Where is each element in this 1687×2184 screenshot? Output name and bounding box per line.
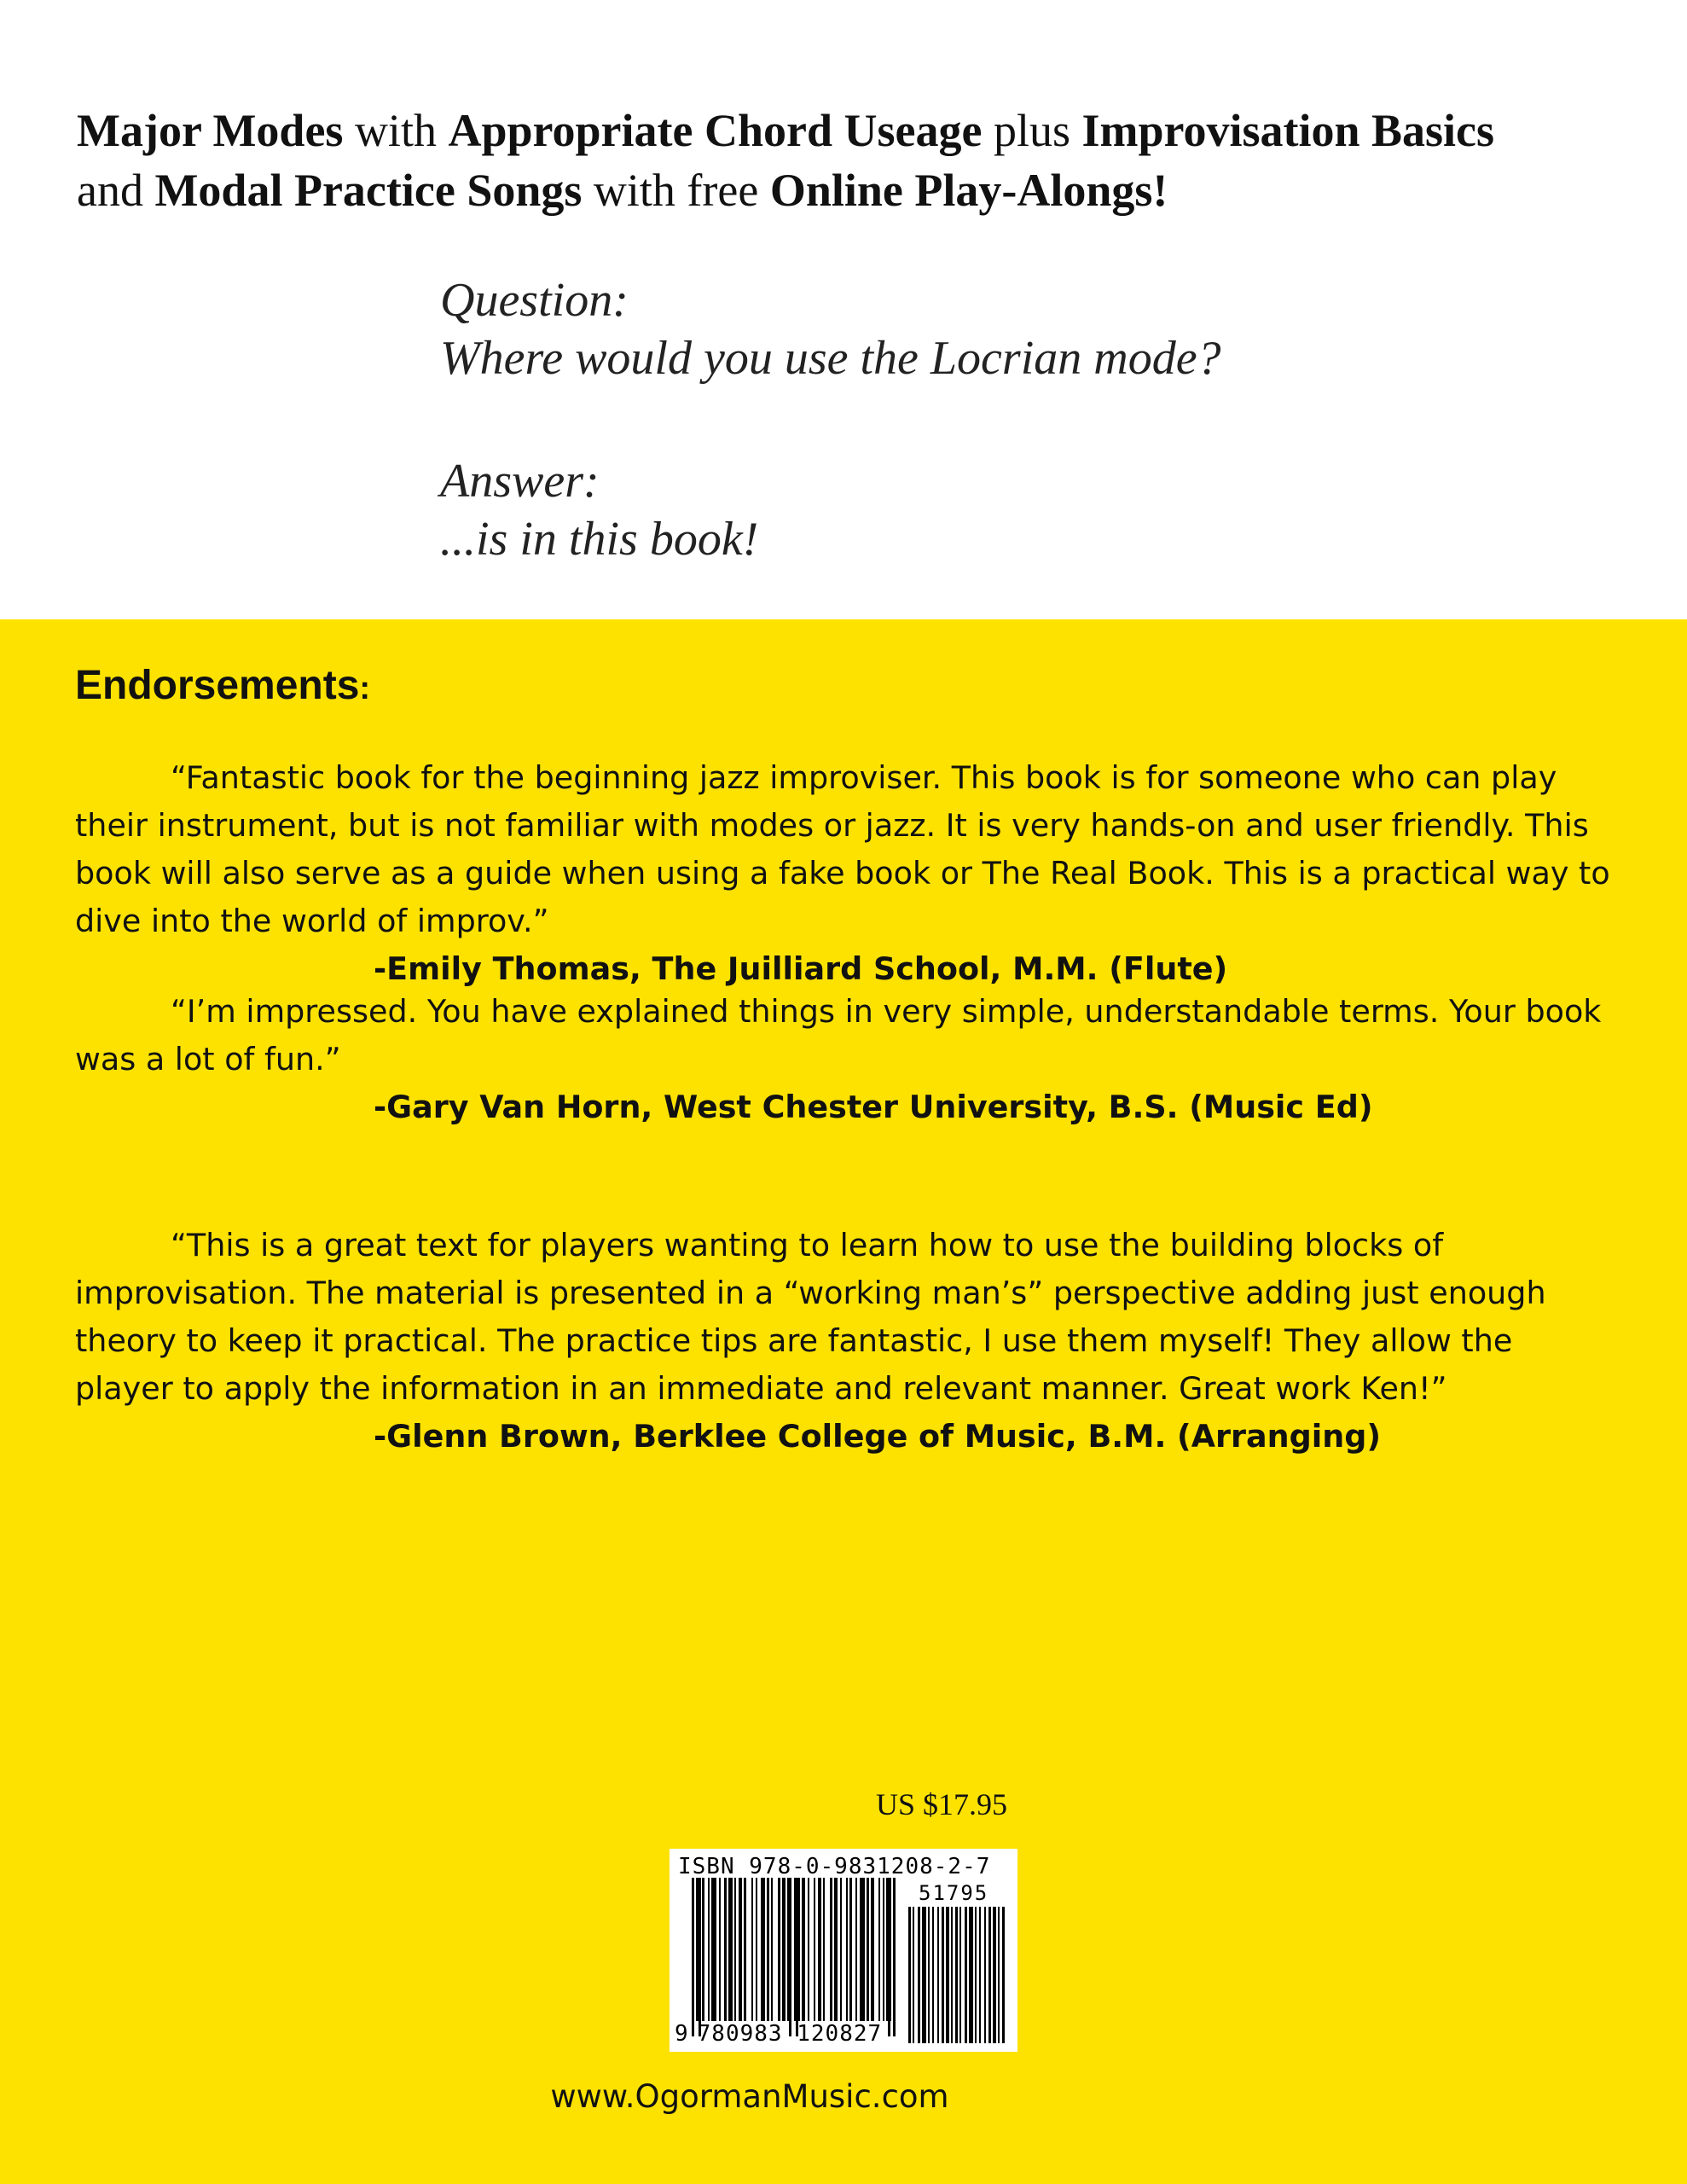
addon-bar xyxy=(946,1907,949,2043)
intro-segment: Improvisation Basics xyxy=(1081,105,1495,156)
barcode-guard-bar xyxy=(692,1878,694,2036)
barcode-bar xyxy=(751,1878,753,2021)
intro-blurb xyxy=(77,101,1629,220)
barcode-bar xyxy=(883,1878,884,2021)
addon-bar xyxy=(913,1907,914,2043)
barcode-bar xyxy=(767,1878,769,2021)
barcode-bar xyxy=(860,1878,865,2021)
addon-bar xyxy=(965,1907,967,2043)
addon-bar xyxy=(1002,1907,1005,2043)
addon-bar xyxy=(993,1907,996,2043)
addon-bar xyxy=(937,1907,939,2043)
intro-segment: Modal Practice Songs xyxy=(154,165,583,216)
barcode-bar xyxy=(798,1878,800,2021)
endorsement-quote-3 xyxy=(75,1222,1610,1461)
quote-text: “This is a great text for players wanting to learn how to use the building blocks of improvisation. The material is presented in a “working man’s” perspective adding just enough theory to keep it practical. The practice tips are fantastic, I use them myself! They allow the player to apply the information in an immediate and relevant manner. Great work Ken!” xyxy=(75,1227,1546,1407)
barcode-bar xyxy=(761,1878,765,2021)
quote-author: -Glenn Brown, Berklee College of Music, B.M. (Arranging) xyxy=(374,1418,1382,1455)
barcode-guard-bar xyxy=(893,1878,896,2036)
intro-section xyxy=(0,0,1687,619)
barcode-bar xyxy=(867,1878,869,2021)
barcode-bar xyxy=(840,1878,842,2021)
intro-line-1 xyxy=(77,101,1629,160)
ean-first-digit: 9 xyxy=(675,2021,689,2047)
barcode-guard-bar xyxy=(789,1878,791,2036)
barcode-bar xyxy=(830,1878,832,2021)
addon-bar xyxy=(959,1907,961,2043)
intro-segment: with xyxy=(343,105,449,156)
isbn-barcode xyxy=(670,1849,1017,2052)
endorsement-quote-1 xyxy=(75,754,1610,993)
barcode-bar xyxy=(719,1878,721,2021)
barcode-bar xyxy=(702,1878,704,2021)
quote-author: -Gary Van Horn, West Chester University, B.S. (Music Ed) xyxy=(374,1089,1373,1125)
addon-bar xyxy=(908,1907,911,2043)
addon-bar xyxy=(922,1907,926,2043)
website-url xyxy=(0,2078,1687,2115)
barcode-bar xyxy=(814,1878,815,2021)
ean-digits xyxy=(675,2021,882,2047)
endorsements-colon: : xyxy=(359,671,371,706)
addon-bar xyxy=(918,1907,920,2043)
quote-text: “I’m impressed. You have explained things in very simple, understandable terms. Your book was a lot of fun.” xyxy=(75,993,1602,1077)
addon-bar xyxy=(979,1907,981,2043)
addon-bar xyxy=(928,1907,930,2043)
barcode-guard-bar xyxy=(699,1878,701,2036)
barcode-bar xyxy=(802,1878,805,2021)
barcode-bar xyxy=(708,1878,710,2021)
barcode-bar xyxy=(871,1878,874,2021)
endorsements-section xyxy=(0,619,1687,2184)
barcode-bar xyxy=(846,1878,848,2021)
question-answer xyxy=(440,271,1549,568)
intro-segment: Major Modes xyxy=(77,105,344,156)
quote-text: “Fantastic book for the beginning jazz improviser. This book is for someone who can play their instrument, but is not familiar with modes or jazz. It is very hands-on and user friendly. This book will also serve as a guide when using a fake book or The Real Book. This is a practical way to dive into the world of improv.” xyxy=(75,759,1610,939)
barcode-bar xyxy=(855,1878,857,2021)
addon-bar xyxy=(984,1907,986,2043)
barcode-bar xyxy=(744,1878,746,2021)
answer-text: ...is in this book! xyxy=(440,513,759,566)
barcode-bar xyxy=(724,1878,727,2021)
intro-segment: and xyxy=(77,165,155,216)
price-label: US $17.95 xyxy=(876,1787,1008,1821)
barcode-bar xyxy=(771,1878,773,2021)
website-text: www.OgormanMusic.com xyxy=(550,2078,949,2115)
barcode-bar xyxy=(728,1878,733,2021)
barcode-bar xyxy=(711,1878,716,2021)
endorsement-quote-2 xyxy=(75,988,1610,1131)
addon-bar xyxy=(975,1907,977,2043)
barcode-bar xyxy=(734,1878,736,2021)
barcode-bar xyxy=(878,1878,880,2021)
intro-segment: plus xyxy=(982,105,1082,156)
barcode-bar xyxy=(849,1878,852,2021)
ean-remaining-digits: 780983 120827 xyxy=(697,2021,883,2047)
barcode-guard-bar xyxy=(888,1878,890,2036)
barcode-guard-bar xyxy=(796,1878,798,2036)
addon-bar xyxy=(955,1907,958,2043)
intro-line-2 xyxy=(77,160,1629,220)
addon-bar xyxy=(942,1907,944,2043)
addon-bar xyxy=(951,1907,953,2043)
answer-label: Answer: xyxy=(440,455,600,508)
intro-segment: Appropriate Chord Useage xyxy=(448,105,983,156)
barcode-bar xyxy=(808,1878,809,2021)
barcode-bar xyxy=(834,1878,838,2021)
addon-bar xyxy=(998,1907,1000,2043)
endorsements-title: Endorsements xyxy=(75,663,360,708)
price-code: 51795 xyxy=(919,1881,989,1905)
endorsements-heading xyxy=(75,662,370,709)
addon-bar xyxy=(969,1907,973,2043)
intro-segment: with free xyxy=(582,165,770,216)
addon-bar xyxy=(988,1907,991,2043)
quote-author: -Emily Thomas, The Juilliard School, M.M. (Flute) xyxy=(374,950,1228,987)
barcode-bar xyxy=(794,1878,796,2021)
barcode-bar xyxy=(778,1878,780,2021)
addon-bar xyxy=(932,1907,934,2043)
barcode-bar xyxy=(739,1878,742,2021)
question-text: Where would you use the Locrian mode? xyxy=(440,332,1221,385)
barcode-bar xyxy=(818,1878,821,2021)
intro-segment: Online Play-Alongs! xyxy=(769,165,1168,216)
barcode-bar xyxy=(756,1878,757,2021)
isbn-number: ISBN 978-0-9831208-2-7 xyxy=(678,1854,991,1879)
barcode-bar xyxy=(823,1878,825,2021)
question-label: Question: xyxy=(440,274,629,327)
barcode-bar xyxy=(782,1878,786,2021)
